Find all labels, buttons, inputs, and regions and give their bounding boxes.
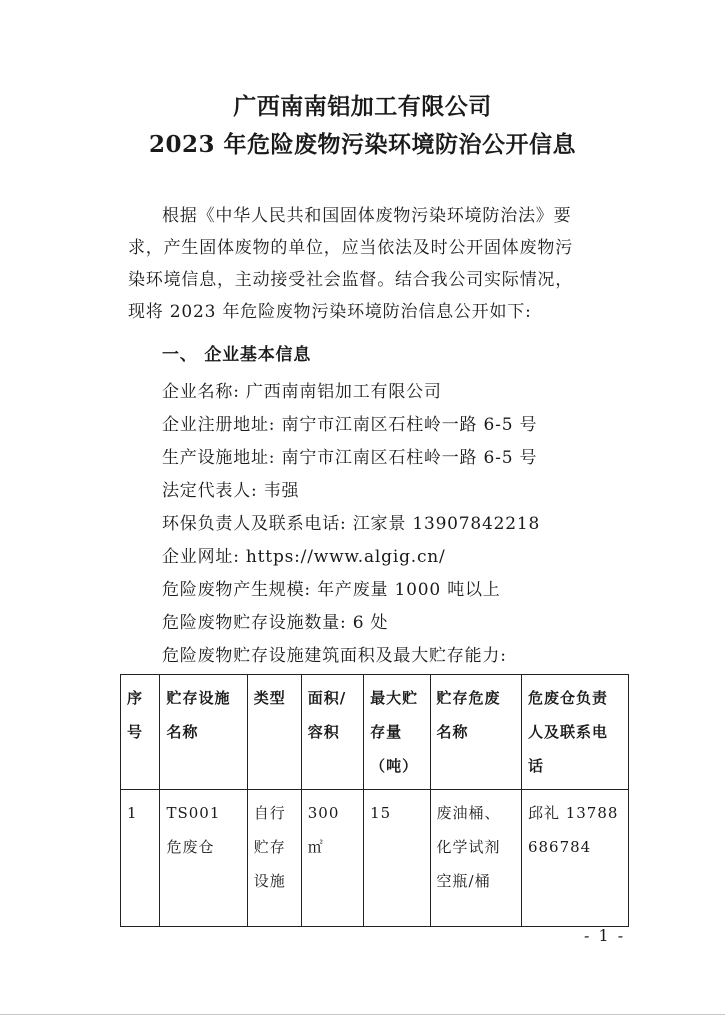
facility-address-line: 生产设施地址: 南宁市江南区石柱岭一路 6-5 号 [162, 448, 538, 468]
header-cell: 最大贮存量（吨） [364, 675, 430, 790]
table-cell: 300 ㎡ [301, 790, 363, 927]
header-cell: 贮存设施名称 [160, 675, 247, 790]
scan-edge-divider [0, 1014, 725, 1015]
table-cell: 邱礼 13788686784 [521, 790, 628, 927]
table-header-row [121, 675, 629, 790]
table-cell: 自行贮存设施 [247, 790, 301, 927]
title-line-1: 广西南南铝加工有限公司 [233, 93, 492, 120]
table-cell: TS001 危废仓 [160, 790, 247, 927]
header-cell: 类型 [247, 675, 301, 790]
storage-facility-table [120, 674, 629, 927]
table-cell: 废油桶、化学试剂空瓶/桶 [430, 790, 521, 927]
company-name-line: 企业名称: 广西南南铝加工有限公司 [162, 382, 442, 402]
title-line-2: 2023 年危险废物污染环境防治公开信息 [148, 131, 577, 158]
registered-address-line: 企业注册地址: 南宁市江南区石柱岭一路 6-5 号 [162, 415, 538, 435]
header-cell: 序号 [121, 675, 160, 790]
storage-capacity-line: 危险废物贮存设施建筑面积及最大贮存能力: [162, 646, 507, 666]
storage-count-line: 危险废物贮存设施数量: 6 处 [162, 613, 389, 633]
section-heading: 一、 企业基本信息 [162, 345, 312, 365]
legal-rep-line: 法定代表人: 韦强 [162, 481, 300, 501]
table-row [121, 790, 629, 927]
header-cell: 危废仓负责人及联系电话 [521, 675, 628, 790]
table-cell: 1 [121, 790, 160, 927]
table-cell: 15 [364, 790, 430, 927]
env-contact-line: 环保负责人及联系电话: 江家景 13907842218 [162, 514, 541, 534]
website-line: 企业网址: https://www.algig.cn/ [162, 547, 446, 567]
intro-paragraph: 根据《中华人民共和国固体废物污染环境防治法》要求，产生固体废物的单位，应当依法及时公开固体废物污染环境信息，主动接受社会监督。结合我公司实际情况，现将 2023 年危险废物污染环境防治信息公开如下: [128, 206, 573, 322]
waste-scale-line: 危险废物产生规模: 年产废量 1000 吨以上 [162, 580, 501, 600]
header-cell: 面积/容积 [301, 675, 363, 790]
header-cell: 贮存危废名称 [430, 675, 521, 790]
page-number: - 1 - [584, 926, 626, 945]
